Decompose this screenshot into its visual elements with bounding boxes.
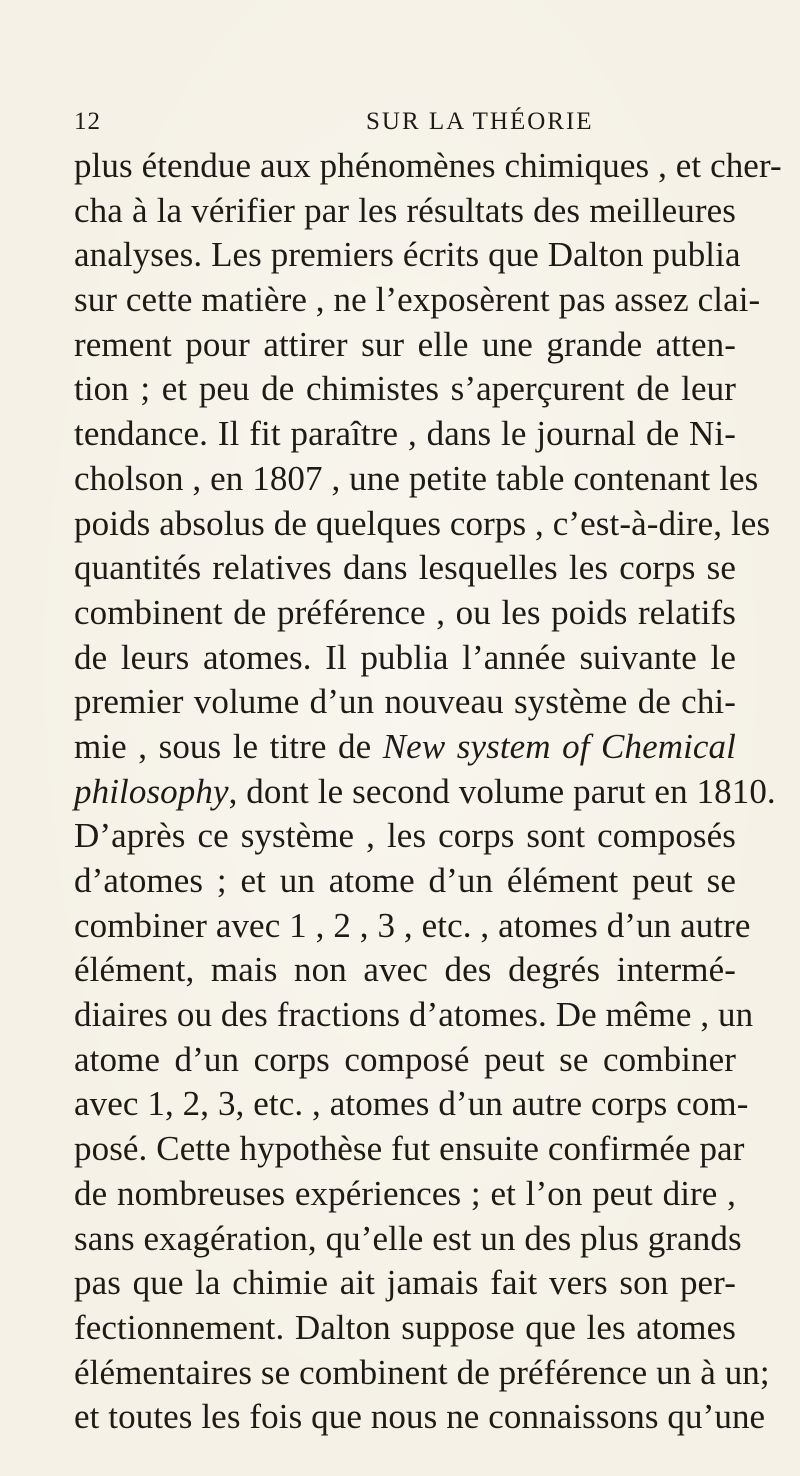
text-line: premier volume d’un nouveau système de chi- [74,682,736,722]
text-line: fectionnement. Dalton suppose que les atomes [74,1307,736,1347]
text-line: poids absolus de quelques corps , c’est-à-dire, les [74,503,771,543]
text-line: d’atomes ; et un atome d’un élément peut se [74,861,736,900]
text-line: cholson , en 1807 , une petite table contenant les [74,458,759,498]
text-line: D’après ce système , les corps sont composés [74,816,736,856]
text-line: diaires ou des fractions d’atomes. De même , un [74,995,754,1035]
body-text [74,144,782,1440]
text-line-with-title [74,770,776,815]
text-line: pas que la chimie ait jamais fait vers son per- [74,1263,736,1303]
text-segment: mie , sous le titre de [74,726,372,766]
text-line: de nombreuses expériences ; et l’on peut dire , [74,1173,736,1213]
text-line: plus étendue aux phénomènes chimiques , et cher- [74,146,782,185]
book-title-italic: New system of Chemical [382,726,736,766]
text-line: tendance. Il fit paraître , dans le journal de Ni- [74,414,736,454]
text-line: rement pour attirer sur elle une grande atten- [74,324,736,364]
text-line: posé. Cette hypothèse fut ensuite confirmée par [74,1129,745,1169]
text-line: avec 1, 2, 3, etc. , atomes d’un autre corps com- [74,1084,749,1124]
page-number: 12 [74,108,101,135]
text-line: élémentaires se combinent de préférence un à un; [74,1352,770,1392]
page-header [74,108,726,146]
text-line-with-title [74,725,736,770]
text-line: tion ; et peu de chimistes s’aperçurent de leur [74,369,736,409]
text-line: de leurs atomes. Il publia l’année suivante le [74,637,736,677]
text-line: combiner avec 1 , 2 , 3 , etc. , atomes d’un autre [74,905,751,945]
text-line: combinent de préférence , ou les poids relatifs [74,592,736,632]
text-line: atome d’un corps composé peut se combiner [74,1039,736,1079]
text-line: analyses. Les premiers écrits que Dalton publia [74,235,741,275]
text-line: sur cette matière , ne l’exposèrent pas assez clai- [74,280,761,320]
book-title-italic-continued: philosophy [74,771,229,811]
text-line: quantités relatives dans lesquelles les corps se [74,548,736,588]
text-line: élément, mais non avec des degrés intermé- [74,950,736,990]
text-line: sans exagération, qu’elle est un des plus grands [74,1218,742,1258]
running-title: SUR LA THÉORIE [366,108,594,135]
text-line: cha à la vérifier par les résultats des meilleures [74,190,736,230]
text-segment: , dont le second volume parut en 1810. [228,771,776,811]
text-line: et toutes les fois que nous ne connaissons qu’une [74,1397,766,1437]
